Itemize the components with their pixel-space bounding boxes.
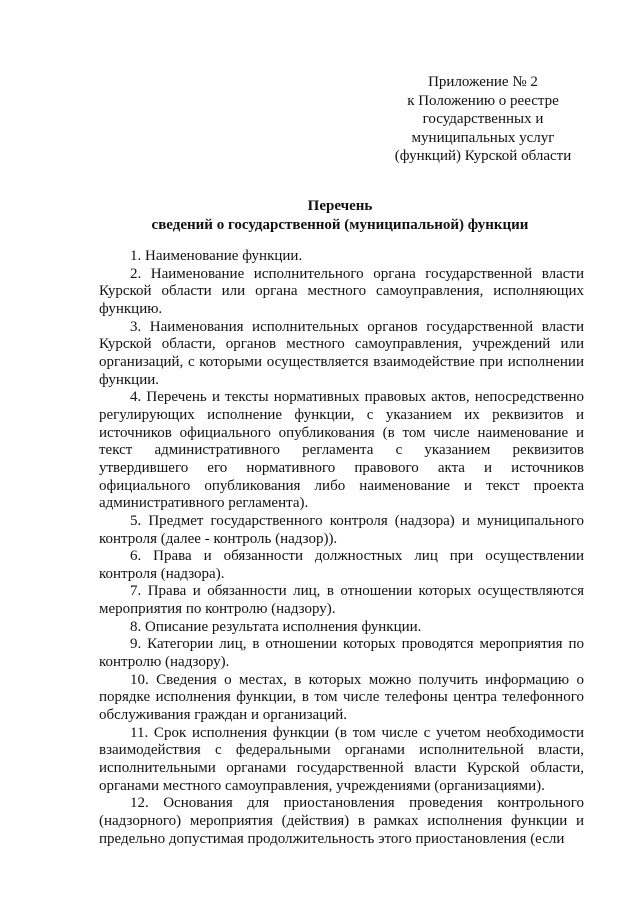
title-line-1: Перечень xyxy=(307,198,373,214)
list-item: 7. Права и обязанности лиц, в отношении которых осуществляются мероприятия по контролю (надзору). xyxy=(99,583,584,618)
list-item: 4. Перечень и тексты нормативных правовых актов, непосредственно регулирующих исполнение функции, с указанием их реквизитов и источников официального опубликования (в том числе наименование и текст административного регламента с указанием реквизитов утвердившего его нормативного правового акта и источников официального опубликования либо наименование и текст проекта административного регламента). xyxy=(99,389,584,512)
document-title xyxy=(100,197,580,235)
appendix-line: (функций) Курской области xyxy=(394,148,572,164)
list-item: 6. Права и обязанности должностных лиц при осуществлении контроля (надзора). xyxy=(99,548,584,582)
list-item: 3. Наименования исполнительных органов государственной власти Курской области, органов местного самоуправления, учреждений или организаций, с которыми осуществляется взаимодействие при исполнении функции. xyxy=(99,318,584,388)
appendix-header xyxy=(378,73,588,166)
appendix-line: государственных и xyxy=(422,111,544,127)
document-body xyxy=(99,248,584,848)
list-item: 12. Основания для приостановления проведения контрольного (надзорного) мероприятия (действия) в рамках исполнения функции и предельно допустимая продолжительность этого приостановления (если xyxy=(99,795,584,847)
appendix-line: к Положению о реестре xyxy=(407,92,559,109)
appendix-line: Приложение № 2 xyxy=(428,74,538,90)
appendix-line: муниципальных услуг xyxy=(411,129,555,146)
list-item: 11. Срок исполнения функции (в том числе с учетом необходимости взаимодействия с федеральными органами исполнительной власти, исполнительными органами государственной власти Курской области, органами местного самоуправления, учреждениями (организациями). xyxy=(99,724,584,794)
title-line-2: сведений о государственной (муниципальной) функции xyxy=(151,217,529,233)
list-item: 2. Наименование исполнительного органа государственной власти Курской области или органа местного самоуправления, исполняющих функцию. xyxy=(99,265,584,317)
list-item: 8. Описание результата исполнения функции. xyxy=(130,618,422,635)
list-item: 10. Сведения о местах, в которых можно получить информацию о порядке исполнения функции, в том числе телефоны центра телефонного обслуживания граждан и организаций. xyxy=(99,671,584,724)
list-item: 1. Наименование функции. xyxy=(130,248,303,264)
list-item: 5. Предмет государственного контроля (надзора) и муниципального контроля (далее - контроль (надзор)). xyxy=(99,512,584,547)
list-item: 9. Категории лиц, в отношении которых проводятся мероприятия по контролю (надзору). xyxy=(99,636,584,671)
